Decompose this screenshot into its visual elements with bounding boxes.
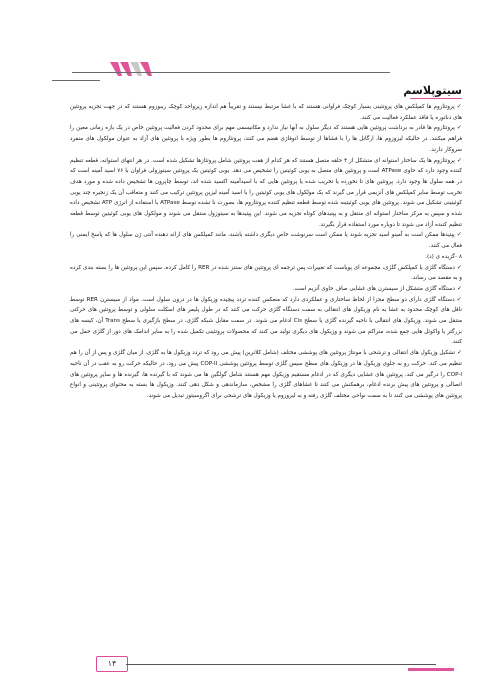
paragraph-text: دستگاه گلژی یا کمپلکس گلژی، مجموعه ای پویاست که تغییرات پس ترجمه ای پروتئین های سنتز شده در RER را کامل کرده، سپس این پروتئین ها را بسته بندی کرده و به مقصد می رساند. — [70, 264, 462, 282]
paragraph — [70, 348, 462, 402]
title-underline — [410, 98, 462, 99]
check-mark-icon: ✓ — [456, 349, 462, 357]
check-mark-icon: ✓ — [456, 263, 462, 271]
brand-logo-icon — [108, 58, 158, 82]
paragraph-text: پروتئازوم ها کمپلکس های پروتئینی بسیار کوچک فراوانی هستند که با غشا مرتبط نیستند و تقریباً هم اندازه زیرواحد کوچک ریبوزوم هستند که در جهت تجزیه پروتئین های دناتوره یا فاقد عملکرد فعالیت می کنند. — [70, 104, 462, 121]
paragraph — [70, 156, 462, 231]
footer-rule — [126, 664, 436, 665]
check-mark-icon: ✓ — [456, 295, 462, 303]
paragraph — [70, 123, 462, 155]
paragraph — [70, 230, 462, 251]
paragraph — [70, 295, 462, 349]
check-mark-icon: ✓ — [456, 284, 462, 292]
paragraph — [70, 102, 462, 123]
header-rule-short — [52, 80, 100, 81]
paragraph-text: ۸-گزیده ی (د). — [425, 253, 462, 260]
header-rule — [72, 72, 390, 73]
section-title: سیتوپلاسم — [403, 84, 462, 97]
paragraph — [70, 284, 462, 295]
check-mark-icon: ✓ — [456, 124, 462, 132]
footer-accent-bar — [408, 668, 454, 671]
paragraph-text: پپتیدها ممکن است به آمینو اسید تجزیه شوند یا ممکن است سرنوشت خاص دیگری داشته باشند، مانند کمپلکس های ارائه دهنده آنتی ژن سلول ها که پاسخ ایمنی را فعال می کنند. — [70, 232, 462, 250]
paragraph — [70, 263, 462, 284]
paragraph-text: دستگاه گلژی متشکل از سیسترن های غشایی صاف حاوی آنزیم است. — [292, 285, 455, 292]
check-mark-icon: ✓ — [456, 231, 462, 239]
paragraph-text: پروتئازوم ها یک ساختار استوانه ای متشکل از ۴ حلقه متصل هستند که هر کدام از هفت پروتئین شامل پروتئازها تشکیل شده است. در هر انتهای استوانه، قطعه تنظیم کننده وجود دارد که حاوی ATPase است و پروتئین های متصل به یوبی کوئیتین را تشخیص می دهد. یوبی کوئیتین یک پروتئین سیتوزولی فراوان با ۷۶ اسید آمینه است که در همه سلول ها وجود دارد. پروتئین های تا نخورده یا تخریب شده یا پروتئین هایی که با اسیدآمینه اکسید شده اند، توسط چاپرون ها تشخیص داده شده و مورد هدف تخریب توسط سایر کمپلکس های آنزیمی قرار می گیرند که یک مولکول های یوبی کوئیتین را با اسید آمینه لیزین پروتئین ترکیب می کنند و متعاقب آن یک زنجیره چند یوبی کوئیتینی تشکیل می شوند. پروتئین های یوبی کوئیتینه شده توسط قطعه تنظیم کننده پروتئازوم ها، بصورت نا تشده توسط ATPase با استفاده از انرژی ATP تشخیص داده شده و سپس به مرکز ساختار استوانه ای منتقل و به پپتیدهای کوتاه تجزیه می شوند. این پپتیدها به سیتوزول منتقل می شوند و مولکول های یوبی کوئیتین توسط قطعه تنظیم کننده آزاد می شوند تا دوباره مورد استفاده قرار بگیرند. — [70, 157, 462, 228]
check-mark-icon: ✓ — [456, 103, 462, 110]
paragraph-text: دستگاه گلژی دارای دو سطح مجزا از لحاظ ساختاری و عملکردی دارد که منعکس کننده تردد پیچیده وزیکول ها در درون سلول است. مواد از سیسترن RER توسط ناقل های کوچک محدود به غشا به نام وزیکول های انتقالی به سمت دستگاه گلژی حرکت می کنند که در طول پلیمر های اسکلت سلولی و توسط پروتئین های حرکتی منتقل می شوند. وزیکول های انتقالی با ناحیه گیرنده گلژی یا سطح Cis ادغام می شوند. در سمت مقابل شبکه گلژی، در سطح بازگیری یا سطح Trans آن، کیسه های بزرگتر یا واکوئل هایی جمع شده، متراکم می شوند و وزیکول های دیگری تولید می کنند که محصولات پروتئینی تکمیل شده را به سایر اندامک های دور از گلژی حمل می کنند. — [70, 296, 462, 346]
paragraph-text: تشکیل وزیکول های انتقالی و ترشحی با مونتاژ پروتئین های پوششی مختلف (شامل کلاترین) پیش می رود که تردد وزیکول ها به گلژی، از میان گلژی و پس از آن را هم تنظیم می کند. حرکت رو به جلوی وزیکول ها در وزیکول های سطح سیس گلژی توسط پروتئین پوششی COP-II پیش می رود، در حالیکه حرکت رو به عقب در آن ناحیه COP-I را درگیر می کند. پروتئین های غشایی دیگری که در ادغام مستقیم وزیکول مهم هستند شامل گولگین ها می شوند که با گیرنده ها، گیرنده ها و سایر پروتئین های اتصالی و پروتئین های پیش برنده ادغام، برهمکنش می کنند تا غشاهای گلژی را مشخص، سازماندهی و شکل دهی کنند. وزیکول ها بسته به محتوای پروتئینی و انواع پروتئین های پوششی می کنند تا به سمت نواحی مختلف گلژی رفته و به لیزوزوم یا وزیکول های ترشحی برای اگزوسیتوز تبدیل می شوند. — [70, 350, 462, 399]
page-number: ۱۴ — [96, 656, 128, 672]
paragraph-text: پروتئازوم ها قادر به برداشت پروتئین هایی هستند که دیگر سلول به آنها نیاز ندارد و مکانیسمی مهم برای محدود کردن فعالیت پروتئین خاص در یک بازه زمانی معین را فراهم میکنند. در حالیکه لیزوزوم ها، ارگانل ها را با فشاها از توسط اتوفاژی هضم می کنند، پروتئازوم ها بطور ویژه با پروتئین های آزاد به عنوان مولکول های منفرد سروکار دارند. — [70, 125, 462, 153]
check-mark-icon: ✓ — [456, 156, 462, 164]
paragraph — [70, 252, 462, 263]
body-text — [70, 102, 462, 642]
